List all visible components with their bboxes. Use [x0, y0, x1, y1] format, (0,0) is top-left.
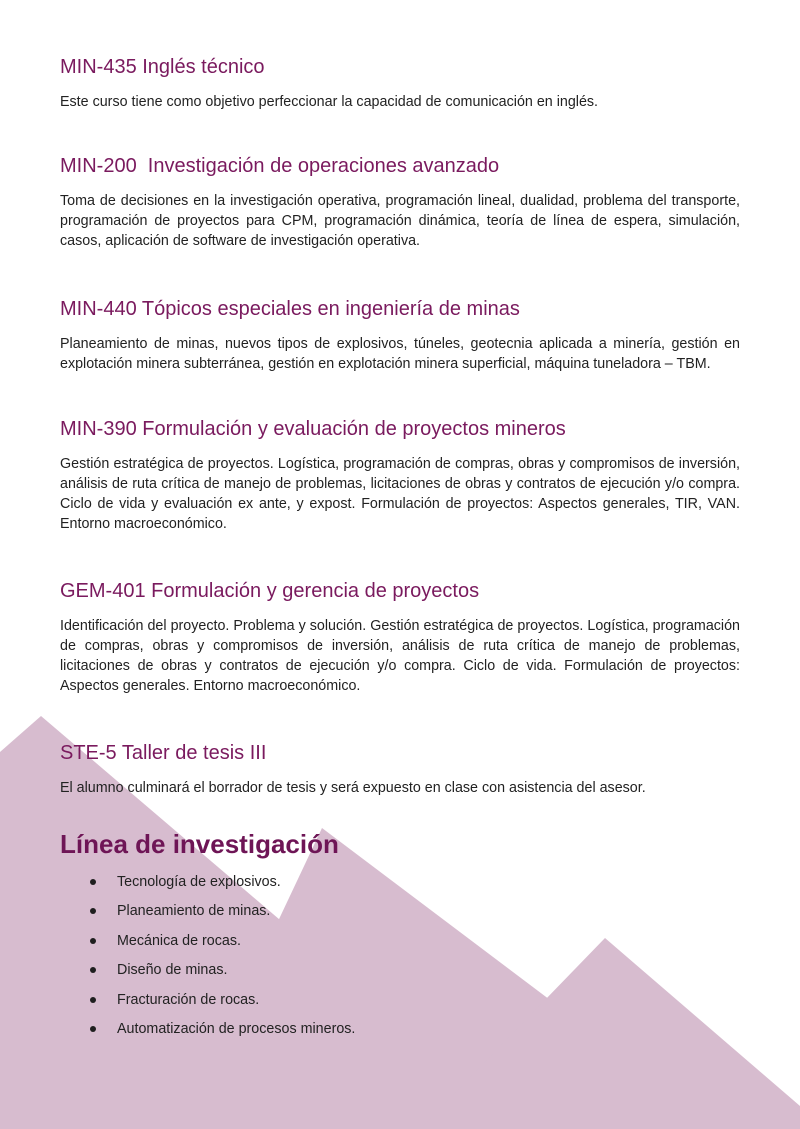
research-title: Línea de investigación: [60, 829, 339, 859]
list-item-label: Tecnología de explosivos.: [117, 874, 281, 890]
course-title: GEM-401 Formulación y gerencia de proyectos: [60, 580, 480, 602]
course-gem-401: [60, 578, 740, 696]
course-description: Gestión estratégica de proyectos. Logística, programación de compras, obras y compromisos de inversión, análisis de ruta crítica de manejo de problemas, licitaciones de obras y contratos de ejecución y/o compra. Ciclo de vida y evaluación ex ante, y expost. Formulación de proyectos: Aspectos generales, TIR, VAN. Entorno macroeconómico.: [60, 456, 740, 532]
course-min-440: [60, 296, 740, 374]
page-content: [60, 54, 740, 1048]
course-description: Este curso tiene como objetivo perfeccionar la capacidad de comunicación en inglés.: [60, 94, 599, 110]
list-item-label: Planeamiento de minas.: [117, 903, 271, 920]
bullet-icon: [90, 967, 96, 973]
list-item: [60, 931, 740, 951]
list-item-label: Automatización de procesos mineros.: [117, 1020, 356, 1037]
course-title: MIN-440 Tópicos especiales en ingeniería de minas: [60, 298, 520, 320]
course-description: Planeamiento de minas, nuevos tipos de explosivos, túneles, geotecnia aplicada a minería, gestión en explotación minera subterránea, gestión en explotación minera superficial, máquina tuneladora – TBM.: [60, 336, 740, 372]
list-item-label: Diseño de minas.: [117, 962, 228, 979]
course-title: MIN-200 Investigación de operaciones avanzado: [60, 155, 500, 177]
course-title: MIN-390 Formulación y evaluación de proyectos mineros: [60, 418, 566, 440]
bullet-icon: [90, 938, 96, 944]
course-min-200: [60, 153, 740, 251]
list-item-label: Mecánica de rocas.: [117, 932, 241, 949]
list-item: [60, 990, 740, 1010]
research-section: [60, 828, 740, 1039]
bullet-icon: [90, 1026, 96, 1032]
course-description: Toma de decisiones en la investigación operativa, programación lineal, dualidad, problema del transporte, programación de proyectos para CPM, programación dinámica, teoría de línea de espera, simulación, casos, aplicación de software de investigación operativa.: [60, 193, 740, 249]
list-item: [60, 901, 740, 921]
bullet-icon: [90, 908, 96, 914]
list-item-label: Fracturación de rocas.: [117, 991, 260, 1008]
course-description: El alumno culminará el borrador de tesis y será expuesto en clase con asistencia del asesor.: [60, 780, 646, 796]
course-min-435: [60, 54, 740, 112]
course-title: STE-5 Taller de tesis III: [60, 742, 267, 764]
course-description: Identificación del proyecto. Problema y solución. Gestión estratégica de proyectos. Logística, programación de compras, obras y compromisos de inversión, análisis de ruta crítica de manejo de problemas, licitaciones de obras y contratos de ejecución y/o compra. Ciclo de vida. Formulación de proyectos: Aspectos generales. Entorno macroeconómico.: [60, 618, 740, 694]
course-ste-5: [60, 740, 740, 798]
list-item: [60, 872, 740, 892]
list-item: [60, 960, 740, 980]
course-title: MIN-435 Inglés técnico: [60, 56, 265, 78]
list-item: [60, 1019, 740, 1039]
research-list: [60, 872, 740, 1039]
bullet-icon: [90, 879, 96, 885]
course-min-390: [60, 416, 740, 534]
bullet-icon: [90, 997, 96, 1003]
